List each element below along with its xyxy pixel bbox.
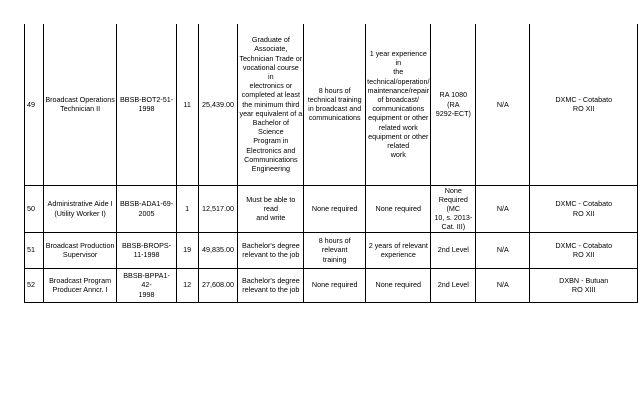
item-number: BBSB-ADA1-69- 2005 [117, 185, 176, 232]
salary-grade: 12 [176, 268, 198, 302]
row-number: 49 [25, 24, 44, 185]
training-requirement: None required [304, 185, 366, 232]
education-requirement: Must be able to read and write [238, 185, 304, 232]
item-number: BBSB-BROPS- 11-1998 [117, 232, 176, 268]
table-row [25, 268, 638, 302]
experience-requirement: None required [366, 268, 431, 302]
position-title: Broadcast Operations Technician II [43, 24, 116, 185]
monthly-salary: 49,835.00 [198, 232, 238, 268]
table-row [25, 185, 638, 232]
training-requirement: 8 hours of relevant training [304, 232, 366, 268]
table-row [25, 24, 638, 185]
position-title: Broadcast Production Supervisor [43, 232, 116, 268]
positions-table [24, 24, 638, 303]
training-requirement: 8 hours of technical training in broadcast and communications [304, 24, 366, 185]
eligibility-requirement: None Required (MC 10, s. 2013- Cat. III) [431, 185, 476, 232]
salary-grade: 1 [176, 185, 198, 232]
monthly-salary: 25,439.00 [198, 24, 238, 185]
competency: N/A [476, 232, 530, 268]
row-number: 52 [25, 268, 44, 302]
eligibility-requirement: 2nd Level [431, 268, 476, 302]
education-requirement: Graduate of Associate, Technician Trade or vocational course in electronics or completed at least the minimum third year equivalent of a Bachelor of Science Program in Electronics and Communications Engineering [238, 24, 304, 185]
monthly-salary: 27,608.00 [198, 268, 238, 302]
table-row [25, 232, 638, 268]
eligibility-requirement: 2nd Level [431, 232, 476, 268]
place-of-assignment: DXMC - Cotabato RO XII [530, 24, 638, 185]
place-of-assignment: DXBN - Butuan RO XIII [530, 268, 638, 302]
row-number: 50 [25, 185, 44, 232]
place-of-assignment: DXMC - Cotabato RO XII [530, 185, 638, 232]
experience-requirement: 1 year experience in the technical/operation/ maintenance/repair of broadcast/ communications equipment or other related work equipment or other related work [366, 24, 431, 185]
competency: N/A [476, 268, 530, 302]
item-number: BBSB-BOT2-51- 1998 [117, 24, 176, 185]
eligibility-requirement: RA 1080 (RA 9292-ECT) [431, 24, 476, 185]
experience-requirement: 2 years of relevant experience [366, 232, 431, 268]
education-requirement: Bachelor's degree relevant to the job [238, 268, 304, 302]
experience-requirement: None required [366, 185, 431, 232]
item-number: BBSB-BPPA1-42- 1998 [117, 268, 176, 302]
competency: N/A [476, 185, 530, 232]
row-number: 51 [25, 232, 44, 268]
competency: N/A [476, 24, 530, 185]
training-requirement: None required [304, 268, 366, 302]
education-requirement: Bachelor's degree relevant to the job [238, 232, 304, 268]
place-of-assignment: DXMC - Cotabato RO XII [530, 232, 638, 268]
salary-grade: 11 [176, 24, 198, 185]
monthly-salary: 12,517.00 [198, 185, 238, 232]
position-title: Broadcast Program Producer Anncr. I [43, 268, 116, 302]
salary-grade: 19 [176, 232, 198, 268]
position-title: Administrative Aide I (Utility Worker I) [43, 185, 116, 232]
